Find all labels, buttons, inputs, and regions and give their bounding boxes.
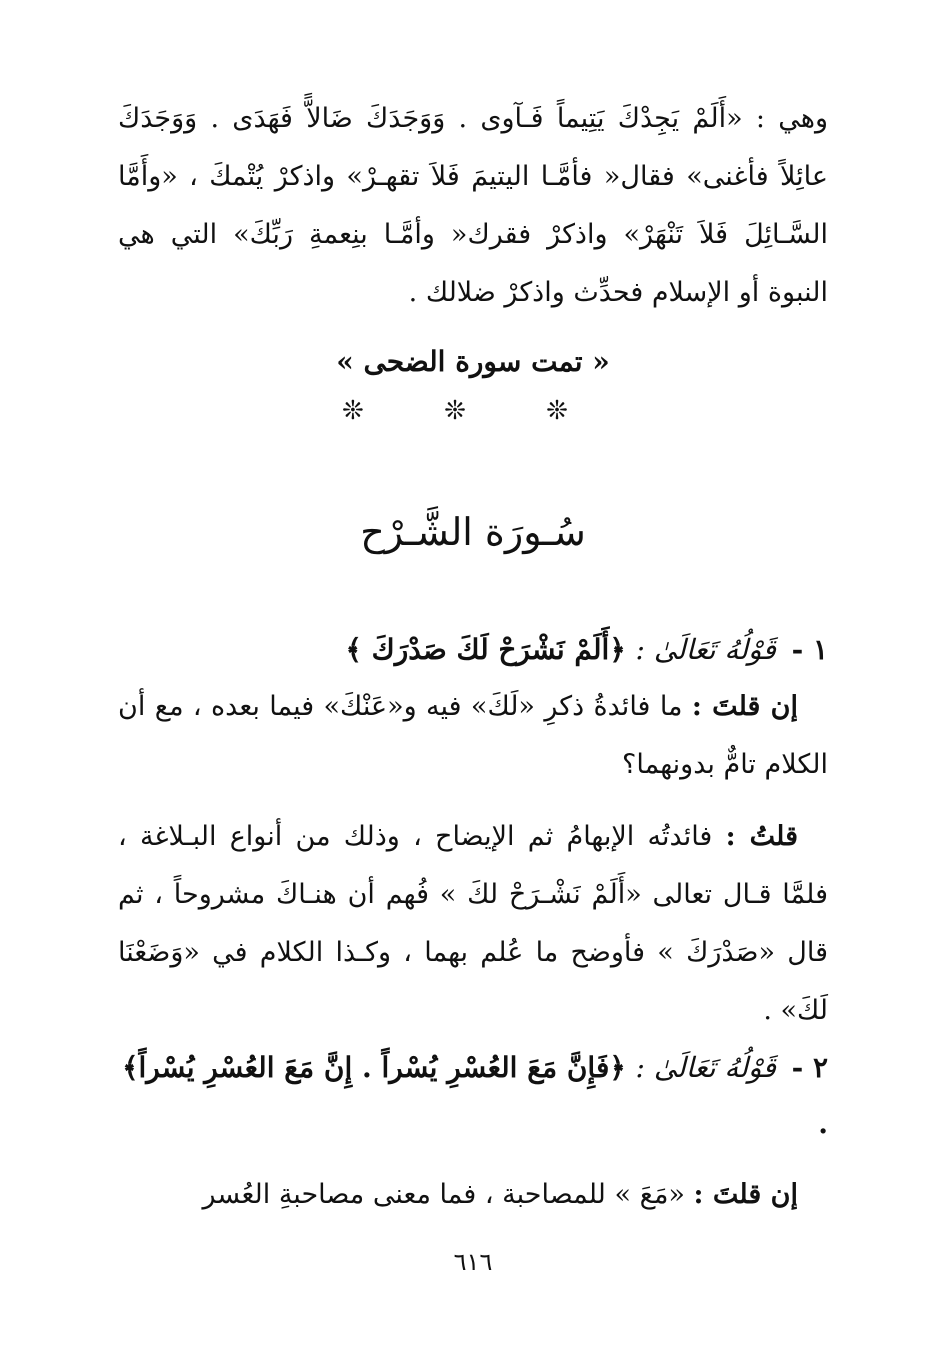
answer-text-1: فائدتُه الإبهامُ ثم الإيضاح ، وذلك من أنواع البـلاغة ، فلمَّا قـال تعالى «أَلَمْ نَشْـرَحْ لكَ » فُهم أن هنـاكَ مشروحاً ، ثم قال «صَدْرَكَ » فأوضح ما عُلم بهما ، وكـذا الكلام في «وَضَعْنَا لَكَ» . [118, 821, 828, 1026]
question-text-1: ما فائدةُ ذكرِ «لَكَ» فيه و«عَنْكَ» فيما بعده ، مع أن الكلام تامٌّ بدونهما؟ [118, 691, 828, 780]
surah-title: سُـورَة الشَّـرْح [360, 510, 586, 554]
verse-heading-1 [118, 622, 828, 678]
verse-text-2: ﴿فَإِنَّ مَعَ العُسْرِ يُسْراً . إِنَّ مَعَ العُسْرِ يُسْراً﴾ . [122, 1051, 828, 1140]
verse-section-1 [118, 622, 828, 1040]
verse-number-1: ١ - [791, 633, 828, 666]
question-paragraph-1 [118, 678, 828, 794]
question-text-2: «مَعَ » للمصاحبة ، فما معنى مصاحبةِ العُسر [202, 1179, 685, 1210]
verse-number-2: ٢ - [791, 1051, 828, 1084]
ornament-separator: ❊ ❊ ❊ [342, 396, 604, 426]
question-label-1: إن قلتَ : [691, 691, 798, 722]
verse-heading-2 [118, 1040, 828, 1152]
verse-text-1: ﴿أَلَمْ نَشْرَحْ لَكَ صَدْرَكَ ﴾ [345, 633, 626, 666]
verse-section-2 [118, 1040, 828, 1224]
page-body [118, 90, 828, 1291]
qawl-label-2: قَوْلُهُ تَعَالَىٰ : [635, 1051, 776, 1084]
intro-paragraph: وهي : «أَلَمْ يَجِدْكَ يَتِيماً فَـآوى . وَوَجَدَكَ ضَالاًّ فَهَدَى . وَوَجَدَكَ عائِلاً فأغنى» فقال« فأمَّـا اليتيمَ فَلاَ تقهـرْ» واذكرْ يُتْمكَ ، «وأَمَّا السَّـائِلَ فَلاَ تَنْهَرْ» واذكرْ فقرك« وأمَّـا بنِعمةِ رَبِّكَ» التي هي النبوة أو الإسلام فحدِّث واذكرْ ضلالك . [118, 103, 828, 308]
surah-end-note: « تمت سورة الضحى » [336, 345, 610, 378]
answer-label-1: قلتُ : [725, 821, 798, 852]
question-paragraph-2 [118, 1166, 828, 1224]
answer-paragraph-1 [118, 808, 828, 1040]
qawl-label-1: قَوْلُهُ تَعَالَىٰ : [635, 633, 776, 666]
page-number: ٦١٦ [453, 1248, 493, 1276]
question-label-2: إن قلتَ : [693, 1179, 798, 1210]
